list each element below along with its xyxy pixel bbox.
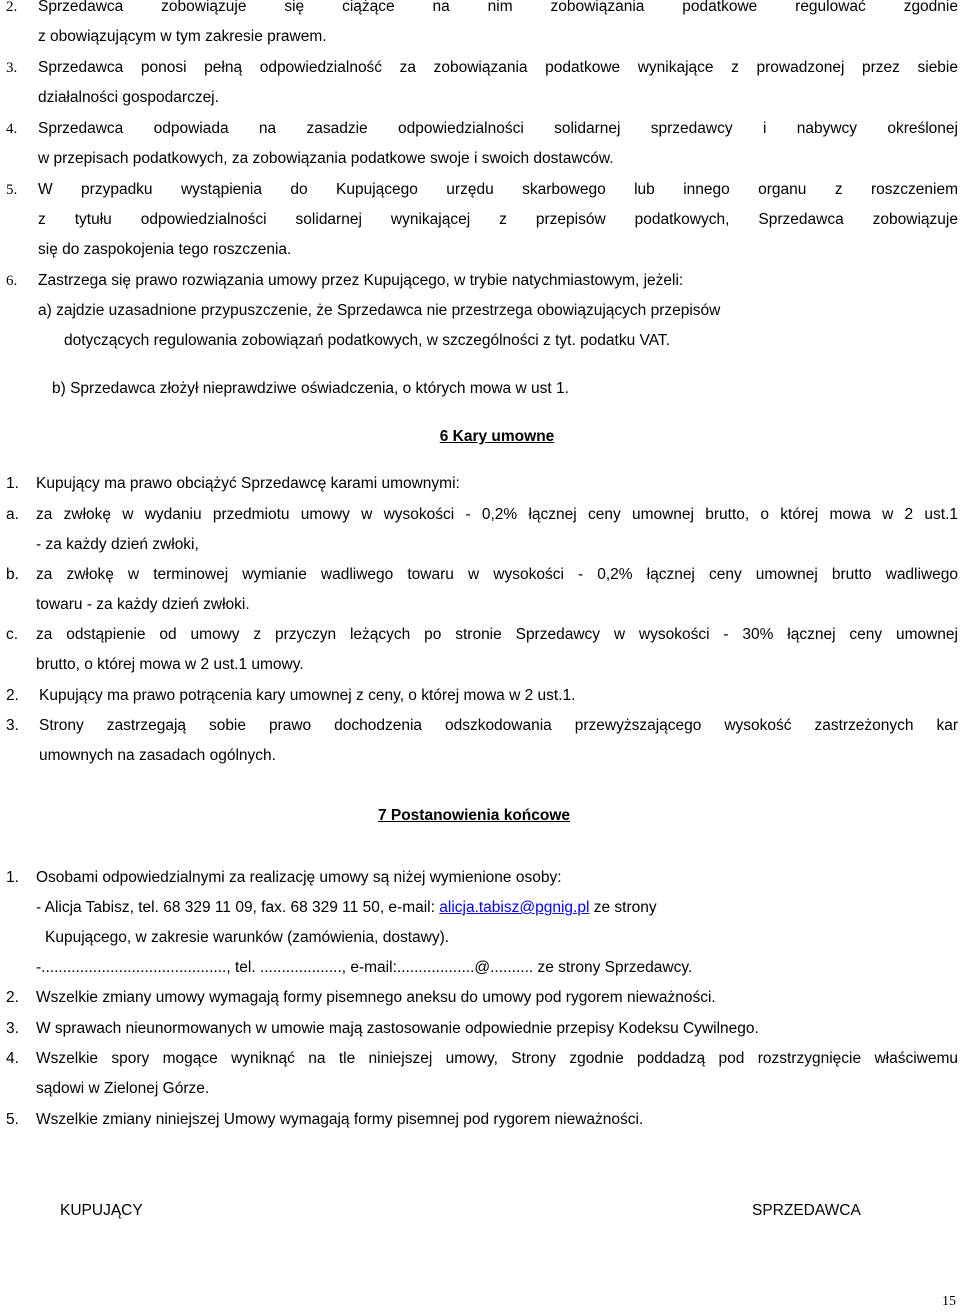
contact-person-2: -..........................................., tel. ..................., e-mail:..................@.......... ze strony Sprzedawcy. xyxy=(36,959,693,976)
item-number: 5. xyxy=(6,1111,19,1128)
item-text-line: Sprzedawca odpowiada na zasadzie odpowiedzialności solidarnej sprzedawcy i nabywcy określonej xyxy=(38,120,958,137)
item-text-line: - za każdy dzień zwłoki, xyxy=(36,536,199,553)
item-number: 4. xyxy=(6,1050,19,1067)
list-item xyxy=(6,1014,958,1044)
item-text-line: Kupujący ma prawo potrącenia kary umownej z ceny, o której mowa w 2 ust.1. xyxy=(39,687,576,704)
sub-item-a-line2: dotyczących regulowania zobowiązań podatkowych, w szczególności z tyt. podatku VAT. xyxy=(64,332,670,349)
item-text-line: Strony zastrzegają sobie prawo dochodzenia odszkodowania przewyższającego wysokość zastrzeżonych kar xyxy=(39,717,958,734)
list-item xyxy=(6,0,958,52)
contact-person-1-line2: Kupującego, w zakresie warunków (zamówienia, dostawy). xyxy=(45,929,450,946)
sub-item-b: b) Sprzedawca złożył nieprawdziwe oświadczenia, o których mowa w ust 1. xyxy=(52,380,569,397)
list-item xyxy=(6,1105,958,1135)
signature-buyer: KUPUJĄCY xyxy=(60,1202,143,1219)
list-item xyxy=(6,620,958,680)
item-text-line: za odstąpienie od umowy z przyczyn leżących po stronie Sprzedawcy w wysokości - 30% łącznej ceny umownej xyxy=(36,626,958,643)
item-text-line: sądowi w Zielonej Górze. xyxy=(36,1080,210,1097)
item-text-line: działalności gospodarczej. xyxy=(38,89,219,106)
list-item xyxy=(6,53,958,113)
item-text-line: z tytułu odpowiedzialności solidarnej wynikającej z przepisów podatkowych, Sprzedawca zobowiązuje xyxy=(38,211,958,228)
section-heading-kary xyxy=(17,422,960,452)
item-number: a. xyxy=(6,506,19,523)
list-item xyxy=(6,711,958,771)
list-item xyxy=(6,266,958,296)
item-number: b. xyxy=(6,566,19,583)
list-item xyxy=(6,983,958,1013)
item-number: 3. xyxy=(6,1020,19,1037)
item-text-line: za zwłokę w wydaniu przedmiotu umowy w wysokości - 0,2% łącznej ceny umownej brutto, o której mowa w 2 ust.1 xyxy=(36,506,958,523)
list-item xyxy=(6,560,958,620)
item-number: 1. xyxy=(6,869,19,886)
contact-1-details: - Alicja Tabisz, tel. 68 329 11 09, fax. 68 329 11 50, e-mail: xyxy=(36,899,435,916)
item-number: 5. xyxy=(6,182,18,198)
item-text-line: towaru - za każdy dzień zwłoki. xyxy=(36,596,250,613)
item-text-line: W przypadku wystąpienia do Kupującego urzędu skarbowego lub innego organu z roszczeniem xyxy=(38,181,958,198)
item-number: 2. xyxy=(6,0,18,15)
list-item xyxy=(6,500,958,560)
item-text-line: z obowiązującym w tym zakresie prawem. xyxy=(38,28,327,45)
list-item xyxy=(6,114,958,174)
page-number: 15 xyxy=(942,1294,956,1309)
section-heading-text: 6 Kary umowne xyxy=(439,428,555,445)
item-text-line: Kupujący ma prawo obciążyć Sprzedawcę karami umownymi: xyxy=(36,475,460,492)
sub-item-a-line1: a) zajdzie uzasadnione przypuszczenie, że Sprzedawca nie przestrzega obowiązujących przepisów xyxy=(38,302,721,319)
item-number: 1. xyxy=(6,475,19,492)
item-number: 3. xyxy=(6,60,18,76)
list-item xyxy=(6,681,958,711)
contact-person-1 xyxy=(36,893,657,923)
item-number: 6. xyxy=(6,273,18,289)
item-text-line: się do zaspokojenia tego roszczenia. xyxy=(38,241,292,258)
item-text-line: brutto, o której mowa w 2 ust.1 umowy. xyxy=(36,656,304,673)
item-number: 4. xyxy=(6,121,18,137)
item-number: 2. xyxy=(6,989,19,1006)
section-heading-postanowienia xyxy=(0,801,954,831)
list-item xyxy=(6,1044,958,1104)
item-text-line: w przepisach podatkowych, za zobowiązania podatkowe swoje i swoich dostawców. xyxy=(38,150,614,167)
item-text-line: Wszelkie zmiany umowy wymagają formy pisemnego aneksu do umowy pod rygorem nieważności. xyxy=(36,989,716,1006)
item-text-line: umownych na zasadach ogólnych. xyxy=(39,747,276,764)
item-number: c. xyxy=(6,626,19,643)
item-text-line: W sprawach nieunormowanych w umowie mają zastosowanie odpowiednie przepisy Kodeksu Cywilnego. xyxy=(36,1020,759,1037)
item-text-line: Osobami odpowiedzialnymi za realizację umowy są niżej wymienione osoby: xyxy=(36,869,562,886)
item-text-line: Sprzedawca zobowiązuje się ciążące na nim zobowiązania podatkowe regulować zgodnie xyxy=(38,0,958,15)
contact-1-suffix: ze strony xyxy=(593,899,657,916)
item-text-line: Zastrzega się prawo rozwiązania umowy przez Kupującego, w trybie natychmiastowym, jeżeli: xyxy=(38,272,684,289)
item-text-line: Wszelkie spory mogące wyniknąć na tle niniejszej umowy, Strony zgodnie poddadzą pod rozstrzygnięcie właściwemu xyxy=(36,1050,958,1067)
email-link[interactable]: alicja.tabisz@pgnig.pl xyxy=(439,899,590,916)
signature-seller: SPRZEDAWCA xyxy=(752,1202,861,1219)
list-item xyxy=(6,469,958,499)
section-heading-text: 7 Postanowienia końcowe xyxy=(377,807,571,824)
item-text-line: za zwłokę w terminowej wymianie wadliwego towaru w wysokości - 0,2% łącznej ceny umownej brutto wadliwego xyxy=(36,566,958,583)
item-text-line: Sprzedawca ponosi pełną odpowiedzialność za zobowiązania podatkowe wynikające z prowadzonej przez siebie xyxy=(38,59,958,76)
list-item xyxy=(6,175,958,265)
item-number: 3. xyxy=(6,717,19,734)
item-number: 2. xyxy=(6,687,19,704)
item-text-line: Wszelkie zmiany niniejszej Umowy wymagają formy pisemnej pod rygorem nieważności. xyxy=(36,1111,644,1128)
list-item xyxy=(6,863,958,893)
